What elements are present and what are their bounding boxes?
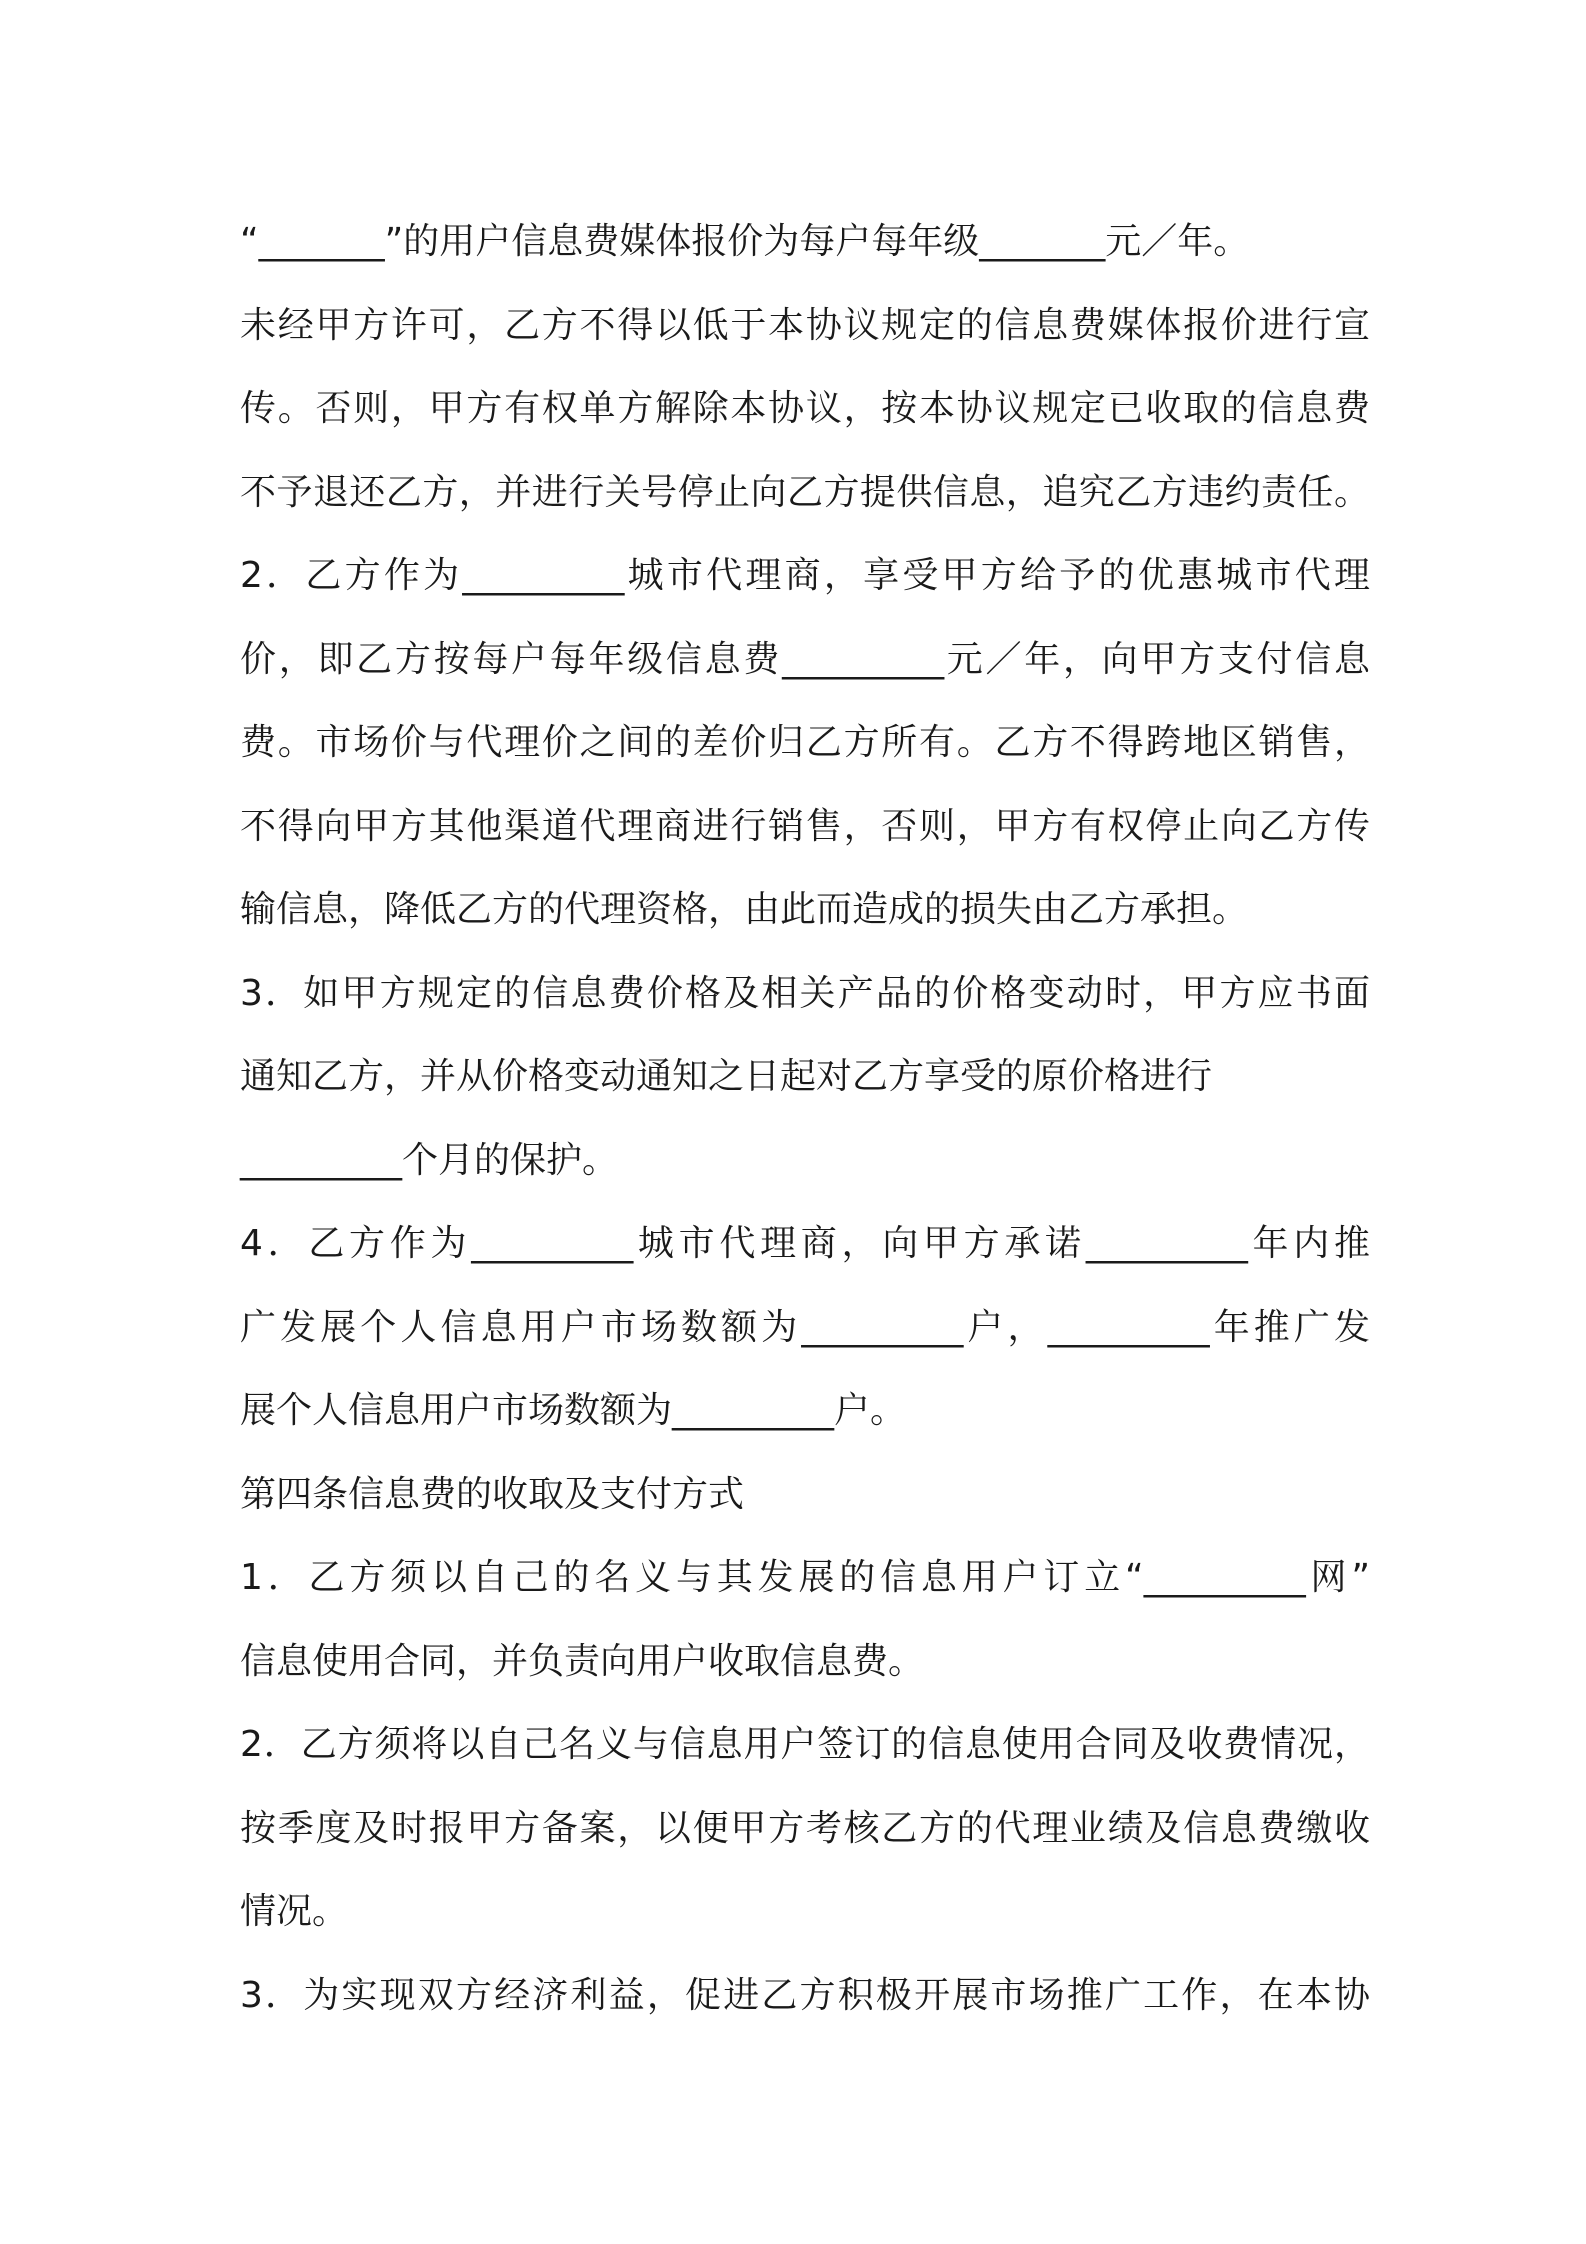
text-line: 情况。 <box>240 1891 349 1932</box>
text-line: _________个月的保护。 <box>240 1139 619 1181</box>
text-line: 费。市场价与代理价之间的差价归乙方所有。乙方不得跨地区销售， <box>240 722 1370 763</box>
text-line: 未经甲方许可，乙方不得以低于本协议规定的信息费媒体报价进行宣 <box>240 304 1370 346</box>
text-line: 2．乙方作为_________城市代理商，享受甲方给予的优惠城市代理 <box>240 555 1370 596</box>
text-line: 不予退还乙方，并进行关号停止向乙方提供信息，追究乙方违约责任。 <box>240 471 1370 513</box>
text-line: 第四条信息费的收取及支付方式 <box>240 1473 745 1515</box>
text-line: 信息使用合同，并负责向用户收取信息费。 <box>240 1640 925 1682</box>
text-line: 展个人信息用户市场数额为_________户。 <box>240 1390 907 1431</box>
text-line: 价，即乙方按每户每年级信息费_________元／年，向甲方支付信息 <box>240 638 1370 680</box>
text-line: 4．乙方作为_________城市代理商，向甲方承诺_________年内推 <box>240 1223 1370 1264</box>
text-line: 按季度及时报甲方备案，以便甲方考核乙方的代理业绩及信息费缴收 <box>240 1807 1370 1849</box>
text-line: 通知乙方，并从价格变动通知之日起对乙方享受的原价格进行 <box>240 1056 1213 1097</box>
text-line: 3．如甲方规定的信息费价格及相关产品的价格变动时，甲方应书面 <box>240 972 1370 1014</box>
text-line: 传。否则，甲方有权单方解除本协议，按本协议规定已收取的信息费 <box>240 388 1370 429</box>
text-line: 1．乙方须以自己的名义与其发展的信息用户订立“_________网” <box>240 1557 1370 1598</box>
text-line: 不得向甲方其他渠道代理商进行销售，否则，甲方有权停止向乙方传 <box>240 805 1370 847</box>
text-line: 2．乙方须将以自己名义与信息用户签订的信息使用合同及收费情况， <box>240 1724 1370 1765</box>
text-line: “_______”的用户信息费媒体报价为每户每年级_______元／年。 <box>240 221 1250 262</box>
contract-text-body <box>240 200 1370 2037</box>
text-line: 广发展个人信息用户市场数额为_________户，_________年推广发 <box>240 1306 1370 1348</box>
text-line: 输信息，降低乙方的代理资格，由此而造成的损失由乙方承担。 <box>240 889 1249 930</box>
text-line: 3．为实现双方经济利益，促进乙方积极开展市场推广工作，在本协 <box>240 1974 1370 2016</box>
